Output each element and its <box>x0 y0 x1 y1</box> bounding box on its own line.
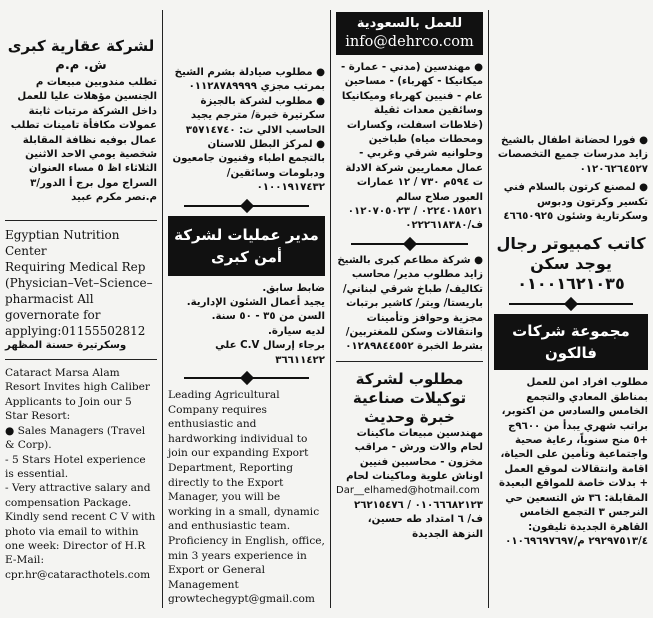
ad-line: برجاء إرسال C.V علي ٣٦٦١١٤٢٢ <box>215 340 325 366</box>
email-link[interactable]: Dar__elhamed@hotmail.com <box>336 485 480 497</box>
email-link[interactable]: cpr.hr@cataracthotels.com <box>5 568 151 581</box>
email-label: E-Mail: <box>5 554 45 567</box>
ad-list-item: - 5 Stars Hotel experience is essential. <box>5 453 146 480</box>
ad-line: السن من ٣٥ - ٥٠ سنة. <box>211 311 325 323</box>
separator-ornament <box>168 372 325 384</box>
ad-phone: ٠١٠٦٦٦٨٢١٢٣ / ٢٦٢١٥٤٧٦ ف/ ٦ امتداد طه حسين، النزهة الجديدة <box>354 499 483 540</box>
ad-banner: مجموعة شركات فالكون <box>494 314 648 370</box>
ad-header <box>336 12 483 55</box>
ad-banner: مدير عمليات لشركة أمن كبرى <box>168 216 325 276</box>
ad-body: تطلب مندوبين مبيعات م الجنسين مؤهلات عليا للعمل داخل الشركة مرتبات ثابتة عمولات مكافأة تامينات تطلب عمال بوفيه نظافة المقابلة شخصية يومي الاحد الاثنين الثلاثاء اظ ٥ مساء العنوان السراج مول برج أ الدور/٣ م.نصر مكرم عبيد <box>10 77 157 204</box>
ad-line: لديه سيارة. <box>267 325 325 337</box>
ad-line: ضابط سابق. <box>262 282 325 294</box>
ad-body: ● مطلوب لشركة بالجيزة سكرتيرة خبرة/ مترجم يجيد الحاسب الالي ت: ٣٥٧١٤٧٤٠ <box>168 95 325 138</box>
separator-ornament <box>336 238 483 250</box>
ad-title: كاتب كمبيوتر رجال <box>496 234 646 254</box>
ad-intro: Cataract Marsa Alam Resort Invites high Caliber Applicants to Join our 5 Star Resort: <box>5 367 150 423</box>
ad-body: مهندسين مبيعات ماكينات لحام والات ورش - مراقب مخزون - محاسبين فنيين اوناش علوية وماكينات لحام <box>346 427 483 482</box>
ad-body: ● شركة مطاعم كبرى بالشيخ زايد مطلوب مدير/ محاسب تكاليف/ طباخ شرقي لبناني/ باريستا/ ويتر/ كاشير برتبات مجزية وحوافز وتأمينات وانتقالات وسكن للمغتربين/ بشرط الخبرة ٠١٢٨٩٨٤٤٥٥٢ <box>336 254 483 355</box>
ad-body-arabic: وسكرتيرة حسنة المظهر <box>5 339 127 351</box>
ad-title: Egyptian Nutrition Center <box>5 227 120 258</box>
ad-list-item: - Very attractive salary and compensation Package. <box>5 482 151 509</box>
header-title: للعمل بالسعودية <box>356 16 463 31</box>
ad-divider <box>5 359 157 360</box>
ad-phone: يوجد سكن ٠١٠٠١٦٢١٠٣٥ <box>517 254 625 294</box>
separator-ornament <box>494 298 648 310</box>
ad-body: Requiring Medical Rep (Physician–Vet–Science–pharmacist All governorate for applying:01155502812 <box>5 259 153 338</box>
ad-body: Leading Agricultural Company requires enthusiastic and hardworking individual to join our expanding Export Department, Reporting directly to the Export Manager, you will be working in a small, dynamic and enthusiastic team. Proficiency in English, office, min 3 years experience in Export or General Management growtechegypt@gmail.com <box>168 389 325 606</box>
ad-title: لشركة عقارية كبرى <box>7 37 155 55</box>
header-email[interactable]: info@dehrco.com <box>345 34 474 50</box>
column-2 <box>331 6 488 612</box>
column-3 <box>163 6 330 612</box>
ad-body: ● لمركز البطل للاسنان بالتجمع اطباء وفنيون جامعيون ودبلومات وسائقين/ ٠١٠٠١٩١٧٤٣٢ <box>168 138 325 196</box>
ad-body: ● مهندسين (مدني - عمارة - ميكانيكا - كهرباء) - مساحين عام - فنيين كهرباء وميكانيكا وسائقين معدات ثقيلة (خلاطات اسفلت، وكسارات ومحطات مياه) طباخين وحلوانيه شرقي وغربي - عمال معماريين شركة الادلة ت ٥٩٤م ٧٣٠ / ١٢ عمارات العبور صلاح سالم ٠٢٢٤٠١٨٥٢١ / ٠١٢٠٧٠٥٠٢٣ ف/٠٢٢٢٦١٨٣٨٠ <box>336 61 483 234</box>
separator-ornament <box>168 200 325 212</box>
ad-body: ● لمصنع كرتون بالسلام فني تكسير وكرتون ودبوس وسكرتارية وشئون ٤٦٦٥٠٩٢٥ <box>494 181 648 224</box>
ad-list-item: Kindly send recent C V with photo via email to within one week: Director of H.R <box>5 511 156 552</box>
ad-divider <box>5 220 157 221</box>
ad-subtitle: ش. م.م <box>55 58 107 73</box>
ad-divider <box>336 361 483 362</box>
ad-list-item: ● Sales Managers (Travel & Corp). <box>5 424 157 453</box>
ad-body: مطلوب افراد امن للعمل بمناطق المعادي والتجمع الخامس والسادس من اكتوبر، براتب شهري يبدأ من ٩٦٠٠ج +٥ منح سنوياً، رعاية صحية واجتماعية وتأمين على الحياة، اقامة وانتقالات لموقع العمل + بدلات خاصة للمواقع البعيدة <box>498 377 648 490</box>
column-1 <box>489 6 653 612</box>
ad-body: ● مطلوب صيادلة بشرم الشيخ بمرتب مجزي ٠١١٢٨٧٨٩٩٩٩ <box>168 66 325 95</box>
column-4 <box>0 6 162 612</box>
ad-title: مطلوب لشركة توكيلات صناعية خبرة وحديث <box>352 369 467 426</box>
ad-address: المقابلة: ٣٦ ش التسعين حي النرجس ٣ التجمع الخامس القاهرة الجديدة تليفون: ٢٩٢٩٧٥١٣/٤ م/٠١٠٦٩٦٩٧٦٩٧ <box>505 492 648 547</box>
ad-body: ● فورا لحضانة اطفال بالشيخ زايد مدرسات جميع التخصصات ٠١٢٠٦٢٦٤٥٢٧ <box>494 134 648 177</box>
ad-line: يجيد أعمال الشئون الإدارية. <box>186 297 325 309</box>
